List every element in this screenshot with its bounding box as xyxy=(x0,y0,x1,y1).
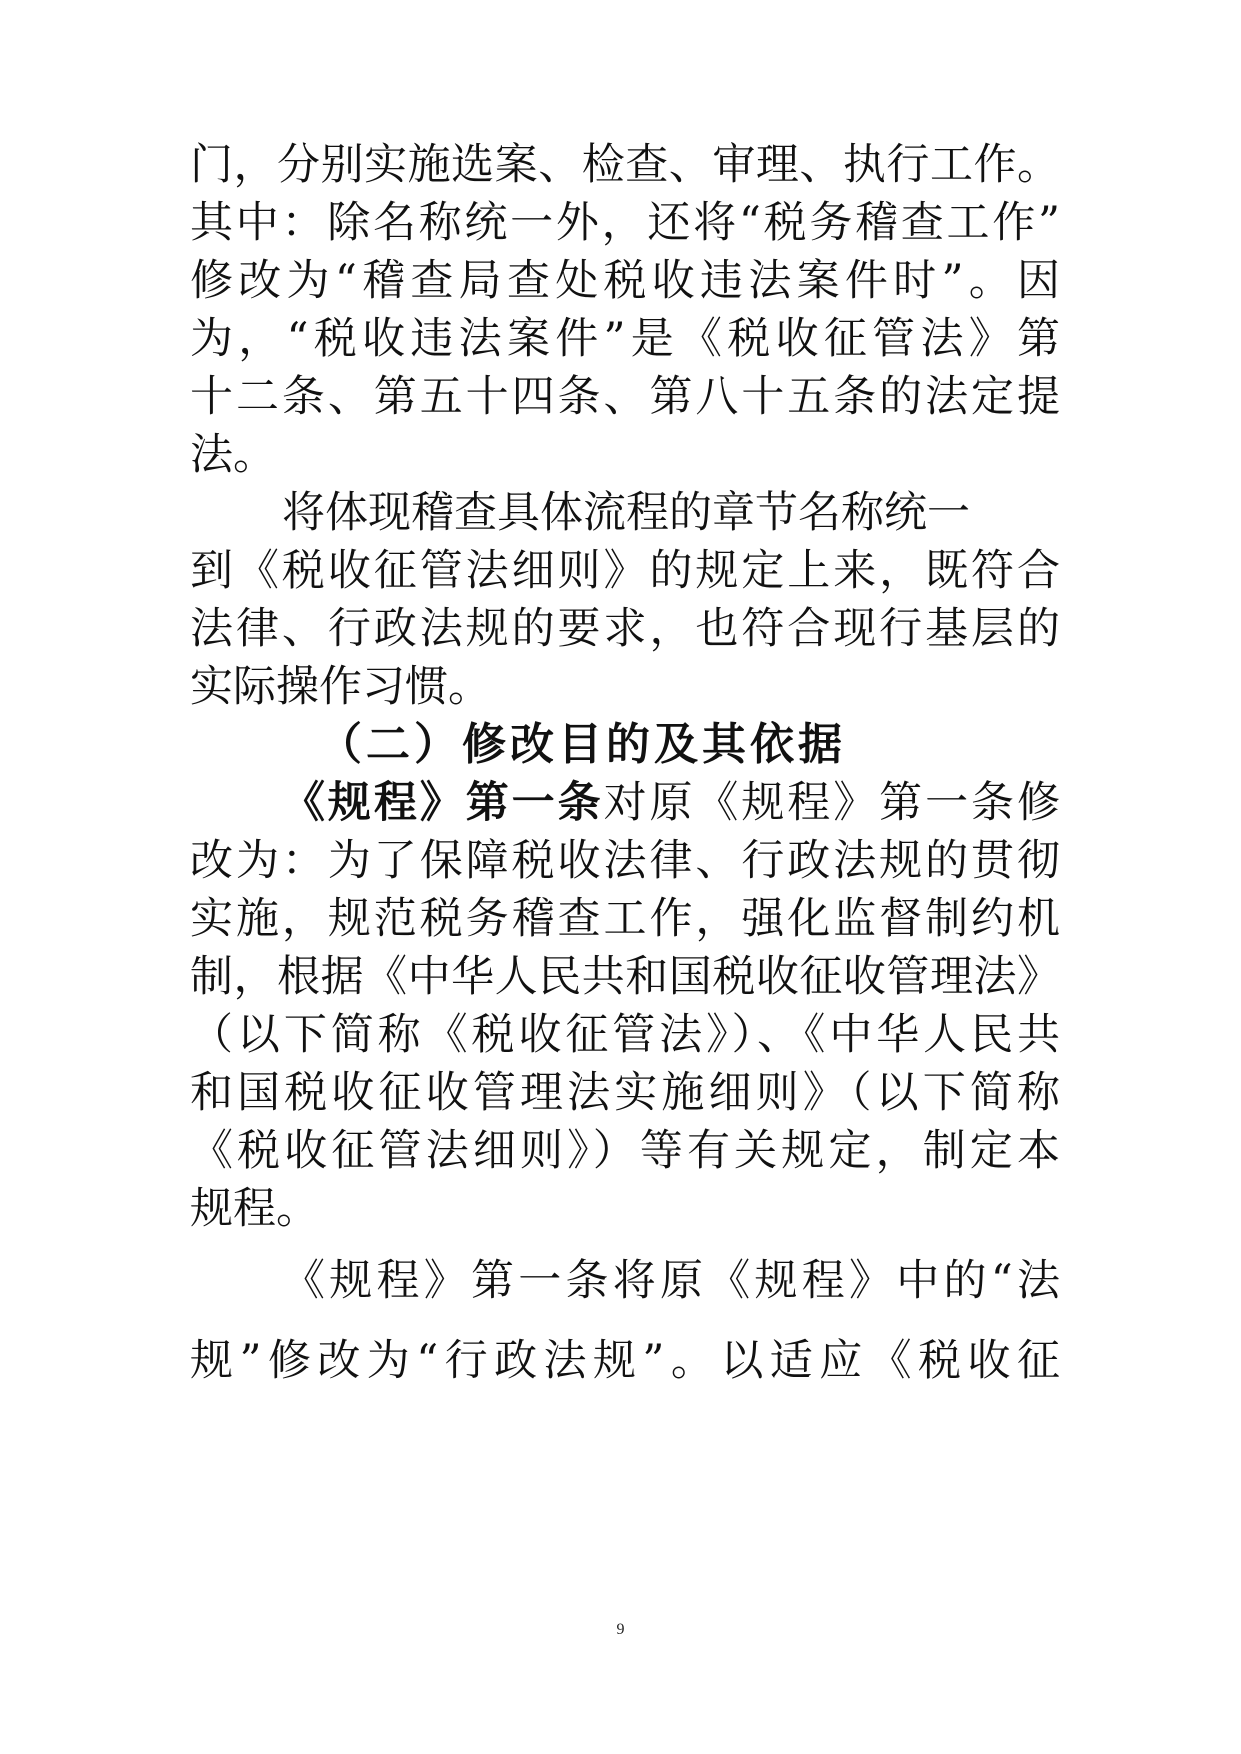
body-text-line: 门，分别实施选案、检查、审理、执行工作。 xyxy=(190,140,1060,190)
body-text-line: 法律、行政法规的要求，也符合现行基层的 xyxy=(190,604,1060,654)
body-text-line: 到《税收征管法细则》的规定上来，既符合 xyxy=(190,546,1060,596)
body-text-line: 和国税收征收管理法实施细则》（以下简称 xyxy=(190,1068,1060,1118)
body-text-line: 实施，规范税务稽查工作，强化监督制约机 xyxy=(190,894,1060,944)
body-text-line: 实际操作习惯。 xyxy=(190,662,491,712)
body-text-line: 将体现稽查具体流程的章节名称统一 xyxy=(282,488,970,538)
bold-article-reference: 《规程》第一条 xyxy=(282,778,604,828)
body-text-line xyxy=(282,774,1060,832)
body-text-line: 修改为“稽查局查处税收违法案件时”。因 xyxy=(190,256,1060,306)
body-text-line: 规程。 xyxy=(190,1184,319,1234)
body-text-line: 改为：为了保障税收法律、行政法规的贯彻 xyxy=(190,836,1060,886)
body-text-line: 《税收征管法细则》）等有关规定，制定本 xyxy=(190,1126,1060,1176)
body-text-line: 其中：除名称统一外，还将“税务稽查工作” xyxy=(190,198,1060,248)
body-text-line: 为，“税收违法案件”是《税收征管法》第 xyxy=(190,314,1060,364)
body-text-run: 对原《规程》第一条修 xyxy=(603,778,1060,828)
body-text-line: 法。 xyxy=(190,430,276,480)
body-text-line: 规”修改为“行政法规”。以适应《税收征 xyxy=(190,1336,1060,1386)
body-text-line: （以下简称《税收征管法》）、《中华人民共 xyxy=(190,1010,1060,1060)
body-text-line: 十二条、第五十四条、第八十五条的法定提 xyxy=(190,372,1060,422)
section-heading: （二）修改目的及其依据 xyxy=(318,719,846,770)
body-text-line: 《规程》第一条将原《规程》中的“法 xyxy=(282,1256,1060,1306)
page-number: 9 xyxy=(616,1621,625,1638)
body-text-line: 制，根据《中华人民共和国税收征收管理法》 xyxy=(190,952,1060,1002)
